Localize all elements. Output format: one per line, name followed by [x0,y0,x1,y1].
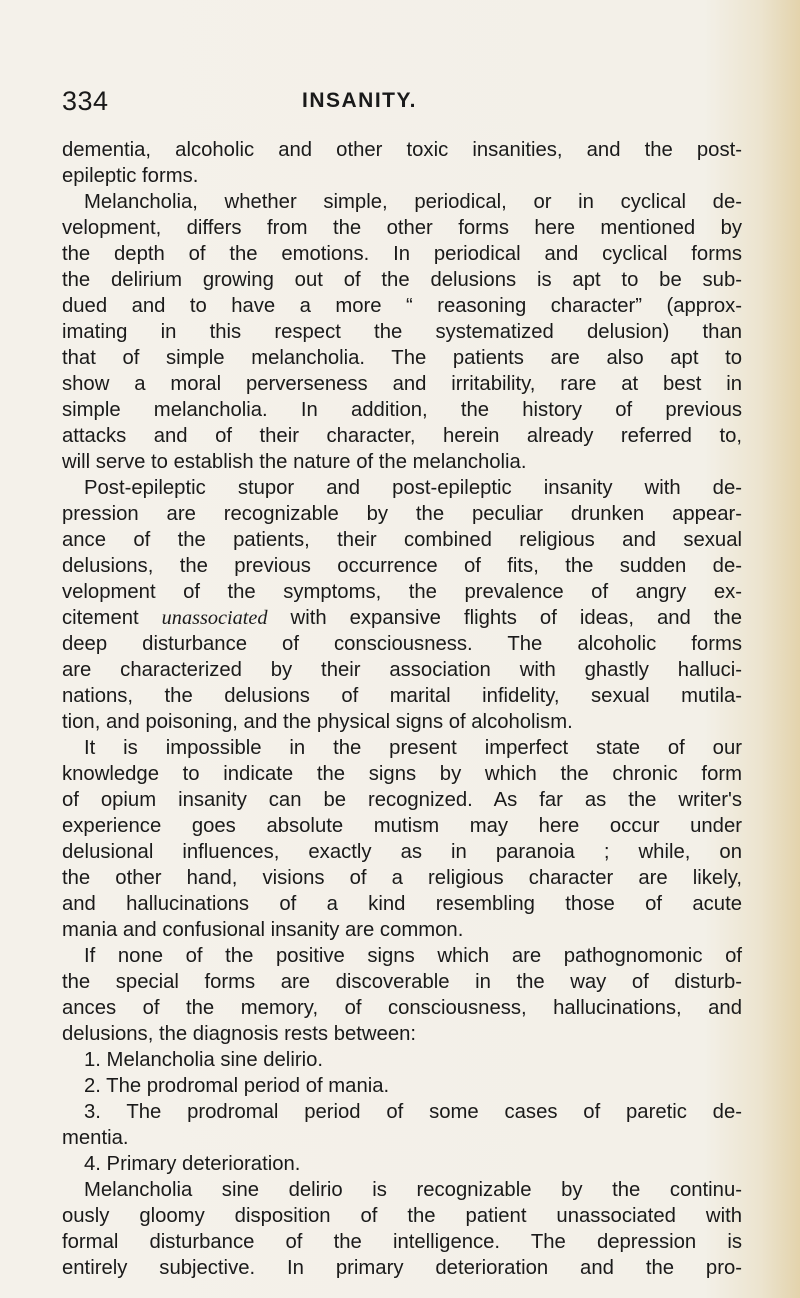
text-line: experience goes absolute mutism may here occur under [62,815,742,837]
text-line: If none of the positive signs which are pathognomonic of [84,945,742,967]
text-line: of opium insanity can be recognized. As far as the writer's [62,789,742,811]
text-line: delusions, the diagnosis rests between: [62,1023,417,1045]
text-line: the depth of the emotions. In periodical and cyclical forms [62,243,742,265]
text-line: nations, the delusions of marital infidelity, sexual mutila- [62,685,742,707]
text-line: Post-epileptic stupor and post-epileptic insanity with de- [84,477,742,499]
text-line: velopment of the symptoms, the prevalence of angry ex- [62,581,742,603]
text-line: Melancholia sine delirio is recognizable by the continu- [84,1179,742,1201]
text-line: dued and to have a more “ reasoning character” (approx- [62,295,742,317]
text-line: attacks and of their character, herein already referred to, [62,425,742,447]
text-line: entirely subjective. In primary deterioration and the pro- [62,1257,742,1279]
running-head: INSANITY. [302,89,418,112]
text-line: dementia, alcoholic and other toxic insanities, and the post- [62,139,742,161]
text-line: ance of the patients, their combined religious and sexual [62,529,742,551]
text-line: the special forms are discoverable in the way of disturb- [62,971,742,993]
text-line: delusional influences, exactly as in paranoia ; while, on [62,841,742,863]
text-line: It is impossible in the present imperfect state of our [84,737,742,759]
text-line: mania and confusional insanity are common. [62,919,464,941]
text-segment: citement [62,607,162,629]
text-line: knowledge to indicate the signs by which the chronic form [62,763,742,785]
page-header [62,86,742,116]
text-line: imating in this respect the systematized delusion) than [62,321,742,343]
italic-word: unassociated [161,607,268,629]
list-item: 1. Melancholia sine delirio. [84,1049,323,1071]
list-item: 3. The prodromal period of some cases of paretic de- [84,1101,742,1123]
text-line: tion, and poisoning, and the physical signs of alcoholism. [62,711,573,733]
text-line: formal disturbance of the intelligence. The depression is [62,1231,742,1253]
text-line: simple melancholia. In addition, the history of previous [62,399,742,421]
text-line: pression are recognizable by the peculiar drunken appear- [62,503,742,525]
list-item: 2. The prodromal period of mania. [84,1075,390,1097]
text-line-with-italic [62,605,742,631]
text-line: mentia. [62,1127,129,1149]
text-line: ances of the memory, of consciousness, hallucinations, and [62,997,742,1019]
text-line: show a moral perverseness and irritability, rare at best in [62,373,742,395]
text-line: Melancholia, whether simple, periodical, or in cyclical de- [84,191,742,213]
text-line: deep disturbance of consciousness. The alcoholic forms [62,633,742,655]
text-line: the delirium growing out of the delusions is apt to be sub- [62,269,742,291]
text-segment: with expansive flights of ideas, and the [267,607,742,629]
text-line: are characterized by their association with ghastly halluci- [62,659,742,681]
page-number: 334 [62,86,109,116]
text-line: ously gloomy disposition of the patient unassociated with [62,1205,742,1227]
body-text [62,137,742,1281]
text-line: the other hand, visions of a religious character are likely, [62,867,742,889]
text-line: delusions, the previous occurrence of fits, the sudden de- [62,555,742,577]
text-line: that of simple melancholia. The patients are also apt to [62,347,742,369]
text-line: velopment, differs from the other forms here mentioned by [62,217,742,239]
text-line: and hallucinations of a kind resembling those of acute [62,893,742,915]
list-item: 4. Primary deterioration. [84,1153,301,1175]
text-line: will serve to establish the nature of the melancholia. [62,451,527,473]
text-line: epileptic forms. [62,165,199,187]
